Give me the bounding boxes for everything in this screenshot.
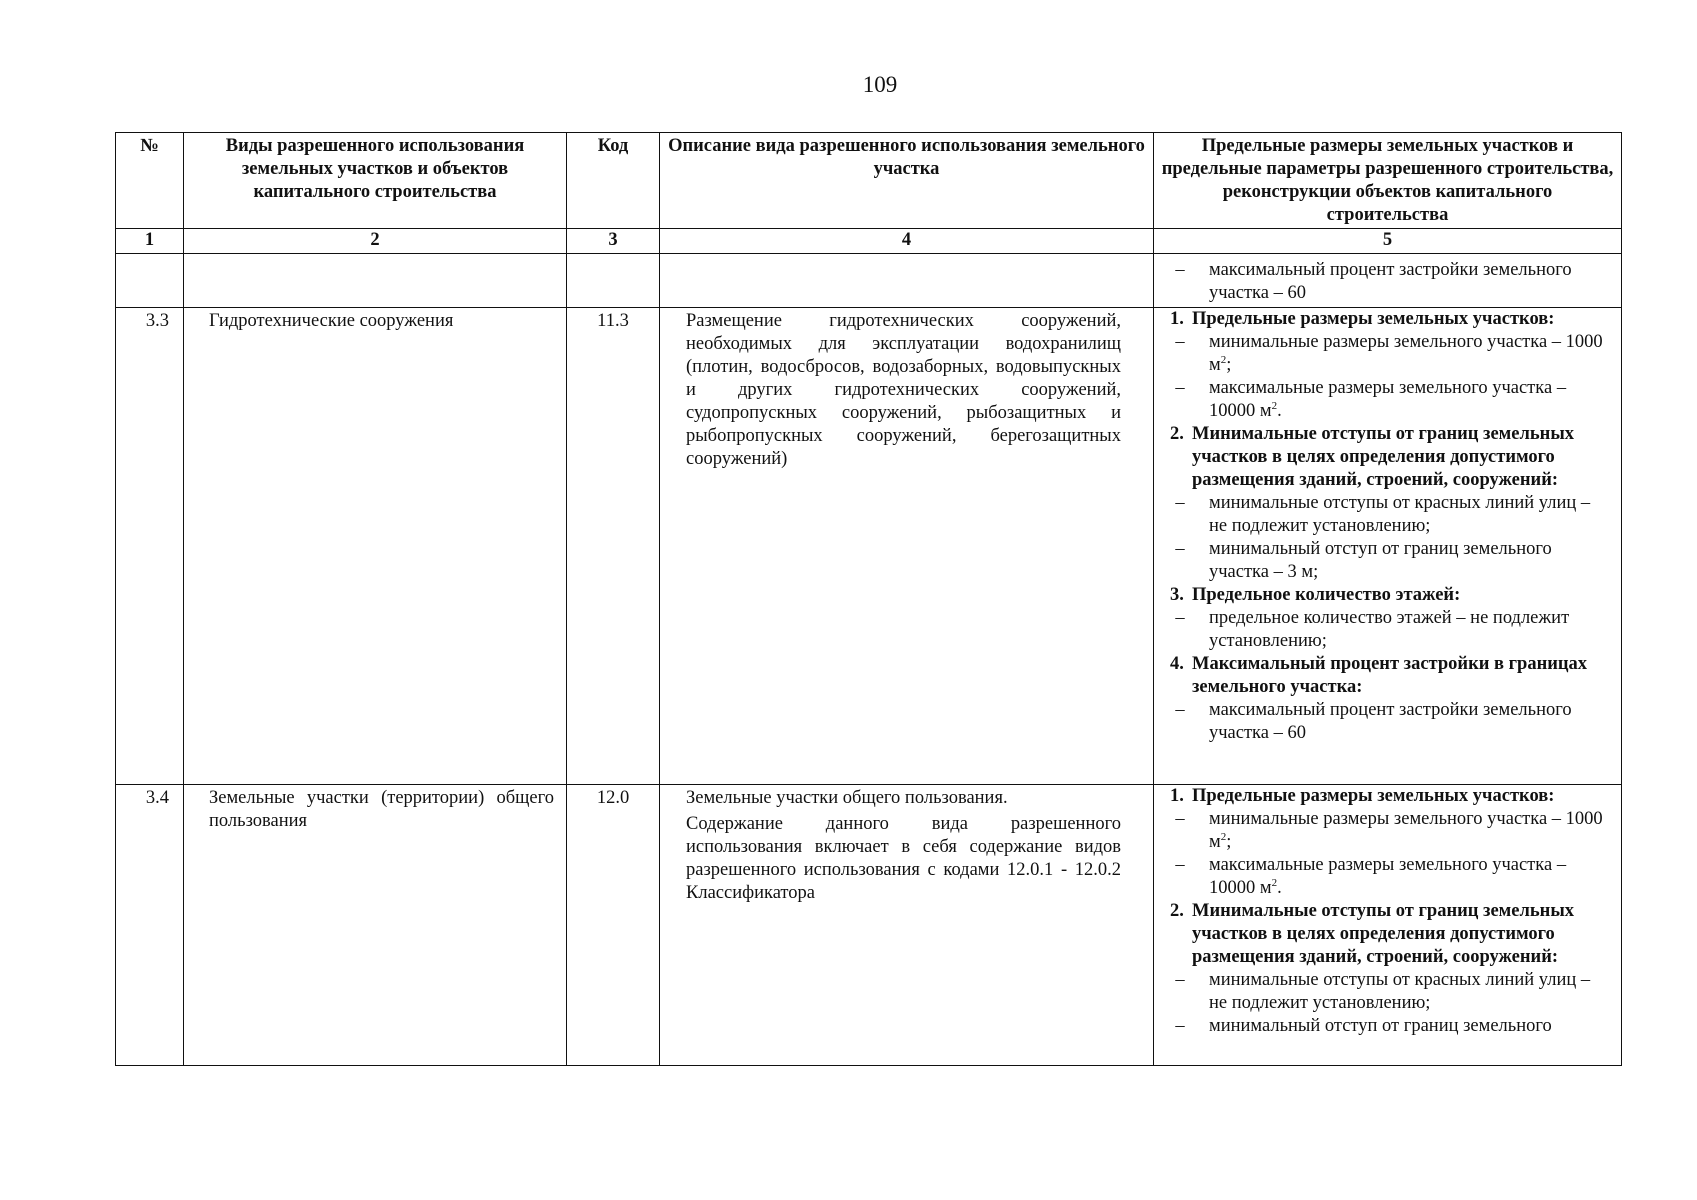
parameter-item — [1162, 1015, 1615, 1038]
section-title: Минимальные отступы от границ земельных участков в целях определения допустимого размещения зданий, строений, сооружений: — [1192, 424, 1575, 490]
section-title: Минимальные отступы от границ земельных участков в целях определения допустимого размещения зданий, строений, сооружений: — [1192, 901, 1575, 967]
parameter-item — [1162, 969, 1615, 1015]
unit-superscript: 2 — [1271, 399, 1278, 412]
parameter-text: минимальные размеры земельного участка – 1000 м — [1209, 809, 1603, 852]
use-type-name: Гидротехнические сооружения — [184, 308, 567, 785]
parameter-section — [1162, 584, 1615, 607]
description-paragraph: Содержание данного вида разрешенного использования включает в себя содержание видов разрешенного использования с кодами 12.0.1 - 12.0.2 Классификатора — [686, 814, 1121, 903]
row-number: 3.4 — [116, 785, 184, 1066]
dash-bullet: – — [1175, 493, 1185, 513]
use-code — [567, 254, 660, 308]
column-number: 5 — [1154, 229, 1622, 254]
section-number: 3. — [1170, 585, 1184, 605]
section-number: 2. — [1170, 424, 1184, 444]
dash-bullet: – — [1175, 700, 1185, 720]
header-row — [116, 133, 1622, 229]
parameter-item — [1162, 854, 1615, 900]
parameter-tail: ; — [1226, 832, 1232, 852]
dash-bullet: – — [1175, 260, 1185, 280]
table-row — [116, 785, 1622, 1066]
dash-bullet: – — [1175, 809, 1185, 829]
header-parameters: Предельные размеры земельных участков и предельные параметры разрешенного строительства, реконструкции объектов капитального строительства — [1154, 133, 1622, 229]
column-number: 2 — [184, 229, 567, 254]
unit-superscript: 2 — [1220, 830, 1227, 843]
dash-bullet: – — [1175, 1016, 1185, 1036]
description-paragraph: Размещение гидротехнических сооружений, необходимых для эксплуатации водохранилищ (плотин, водосбросов, водозаборных, водовыпускных и других гидротехнических сооружений, судопропускных сооружений, рыбозащитных и рыбопропускных сооружений, берегозащитных сооружений) — [686, 311, 1121, 469]
column-number: 1 — [116, 229, 184, 254]
parameter-section — [1162, 653, 1615, 699]
parameter-item — [1162, 377, 1615, 423]
unit-superscript: 2 — [1271, 876, 1278, 889]
parameter-section — [1162, 900, 1615, 969]
use-type-name: Земельные участки (территории) общего пользования — [184, 785, 567, 1066]
parameter-text: предельное количество этажей – не подлежит установлению; — [1209, 608, 1570, 651]
use-code: 12.0 — [567, 785, 660, 1066]
parameter-text: минимальный отступ от границ земельного — [1209, 1016, 1552, 1036]
page-number: 109 — [862, 72, 898, 97]
parameter-tail: . — [1277, 401, 1282, 421]
dash-bullet: – — [1175, 855, 1185, 875]
parameter-text: максимальные размеры земельного участка – 10000 м — [1209, 378, 1567, 421]
use-type-name — [184, 254, 567, 308]
parameter-text: минимальный отступ от границ земельного участка – 3 м; — [1209, 539, 1552, 582]
parameter-item — [1162, 259, 1615, 305]
section-title: Предельные размеры земельных участков: — [1192, 309, 1555, 329]
parameters-cell — [1154, 254, 1622, 308]
dash-bullet: – — [1175, 970, 1185, 990]
parameter-tail: . — [1277, 878, 1282, 898]
use-code: 11.3 — [567, 308, 660, 785]
row-number: 3.3 — [116, 308, 184, 785]
header-code: Код — [567, 133, 660, 229]
header-number: № — [116, 133, 184, 229]
section-title: Предельное количество этажей: — [1192, 585, 1461, 605]
dash-bullet: – — [1175, 378, 1185, 398]
parameter-item — [1162, 492, 1615, 538]
column-number: 4 — [660, 229, 1154, 254]
parameter-text: минимальные отступы от красных линий улиц – не подлежит установлению; — [1209, 970, 1591, 1013]
section-number: 2. — [1170, 901, 1184, 921]
parameter-text: минимальные размеры земельного участка – 1000 м — [1209, 332, 1603, 375]
parameter-item — [1162, 699, 1615, 745]
unit-superscript: 2 — [1220, 353, 1227, 366]
use-description — [660, 254, 1154, 308]
parameter-text: минимальные отступы от красных линий улиц – не подлежит установлению; — [1209, 493, 1591, 536]
header-use-type: Виды разрешенного использования земельных участков и объектов капитального строительства — [184, 133, 567, 229]
dash-bullet: – — [1175, 332, 1185, 352]
section-number: 1. — [1170, 309, 1184, 329]
parameter-section — [1162, 423, 1615, 492]
parameter-tail: ; — [1226, 355, 1232, 375]
use-description — [660, 308, 1154, 785]
dash-bullet: – — [1175, 539, 1185, 559]
parameter-text: максимальные размеры земельного участка – 10000 м — [1209, 855, 1567, 898]
table-row — [116, 308, 1622, 785]
description-paragraph: Земельные участки общего пользования. — [686, 788, 1008, 808]
table-row — [116, 254, 1622, 308]
parameter-section — [1162, 308, 1615, 331]
header-description: Описание вида разрешенного использования земельного участка — [660, 133, 1154, 229]
regulations-table — [115, 132, 1622, 1066]
parameters-cell — [1154, 785, 1622, 1066]
column-number: 3 — [567, 229, 660, 254]
section-number: 4. — [1170, 654, 1184, 674]
parameter-item — [1162, 331, 1615, 377]
parameter-section — [1162, 785, 1615, 808]
section-title: Максимальный процент застройки в границах земельного участка: — [1192, 654, 1588, 697]
column-number-row — [116, 229, 1622, 254]
parameter-item — [1162, 538, 1615, 584]
parameter-item — [1162, 607, 1615, 653]
dash-bullet: – — [1175, 608, 1185, 628]
section-title: Предельные размеры земельных участков: — [1192, 786, 1555, 806]
parameter-text: максимальный процент застройки земельного участка – 60 — [1209, 260, 1572, 303]
row-number — [116, 254, 184, 308]
use-description — [660, 785, 1154, 1066]
section-number: 1. — [1170, 786, 1184, 806]
parameters-cell — [1154, 308, 1622, 785]
parameter-item — [1162, 808, 1615, 854]
parameter-text: максимальный процент застройки земельного участка – 60 — [1209, 700, 1572, 743]
